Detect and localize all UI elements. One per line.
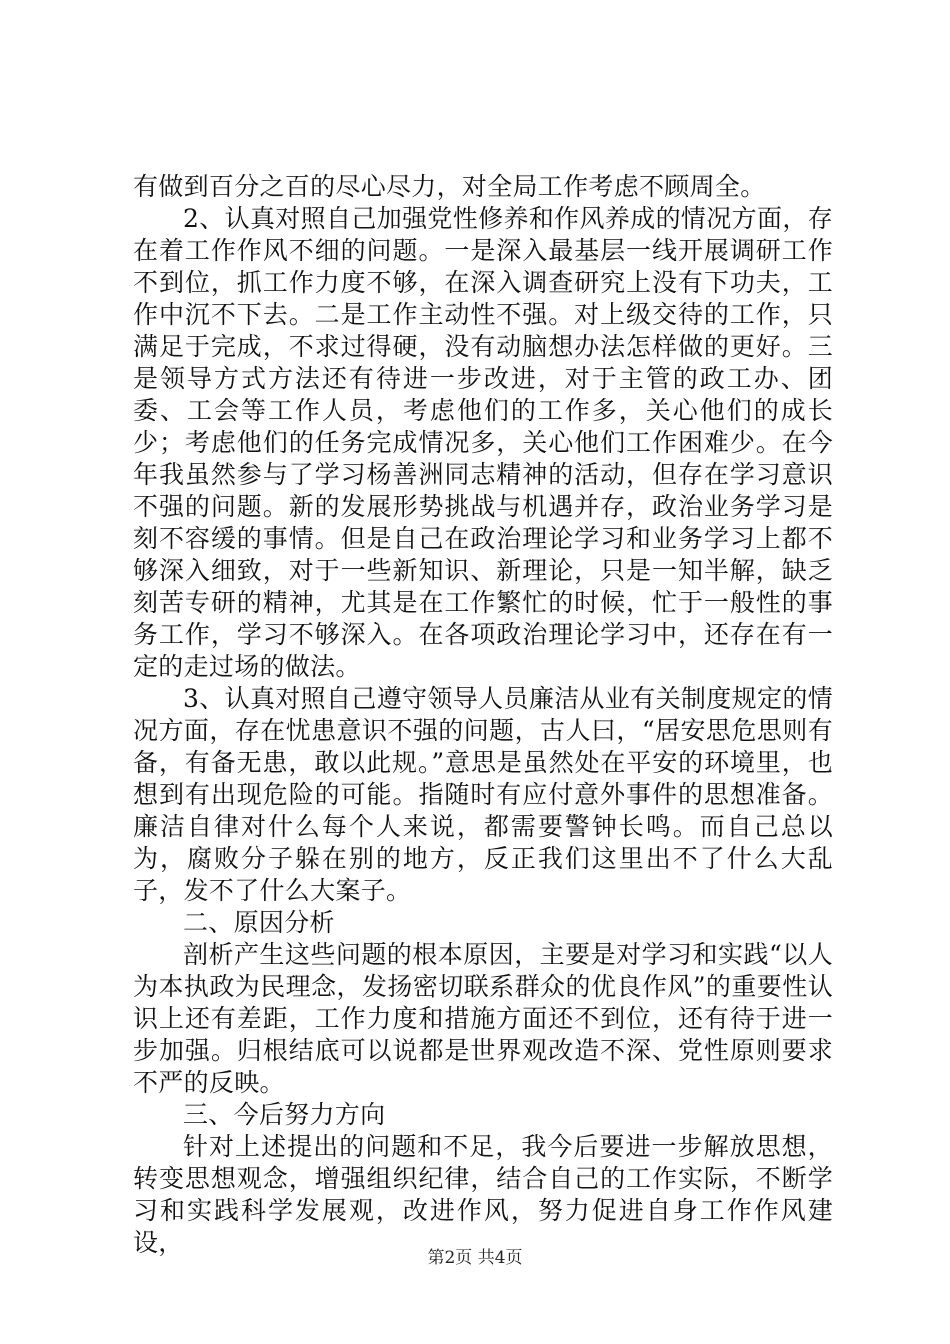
- section-heading-future-direction: 三、今后努力方向: [183, 1100, 386, 1129]
- document-body: [133, 171, 833, 1259]
- paragraph-future-direction: 针对上述提出的问题和不足，我今后要进一步解放思想，转变思想观念，增强组织纪律，结合自己的工作实际，不断学习和实践科学发展观，改进作风，努力促进自身工作作风建设，: [133, 1132, 833, 1257]
- paragraph-item-3: 3、认真对照自己遵守领导人员廉洁从业有关制度规定的情况方面，存在忧患意识不强的问题，古人曰，“居安思危思则有备，有备无患，敢以此规。”意思是虽然处在平安的环境里，也想到有出现危险的可能。指随时有应付意外事件的思想准备。廉洁自律对什么每个人来说，都需要警钟长鸣。而自己总以为，腐败分子躲在别的地方，反正我们这里出不了什么大乱子，发不了什么大案子。: [133, 684, 833, 905]
- paragraph-cause-analysis: 剖析产生这些问题的根本原因，主要是对学习和实践“以人为本执政为民理念，发扬密切联系群众的优良作风”的重要性认识上还有差距，工作力度和措施方面还不到位，还有待于进一步加强。归根结底可以说都是世界观改造不深、党性原则要求不严的反映。: [133, 940, 833, 1097]
- page-number-footer: 第2页 共4页: [427, 1248, 523, 1268]
- paragraph-item-2: 2、认真对照自己加强党性修养和作风养成的情况方面，存在着工作作风不细的问题。一是深入最基层一线开展调研工作不到位，抓工作力度不够，在深入调查研究上没有下功夫，工作中沉不下去。二是工作主动性不强。对上级交待的工作，只满足于完成，不求过得硬，没有动脑想办法怎样做的更好。三是领导方式方法还有待进一步改进，对于主管的政工办、团委、工会等工作人员，考虑他们的工作多，关心他们的成长少；考虑他们的任务完成情况多，关心他们工作困难少。在今年我虽然参与了学习杨善洲同志精神的活动，但存在学习意识不强的问题。新的发展形势挑战与机遇并存，政治业务学习是刻不容缓的事情。但是自己在政治理论学习和业务学习上都不够深入细致，对于一些新知识、新理论，只是一知半解，缺乏刻苦专研的精神，尤其是在工作繁忙的时候，忙于一般性的事务工作，学习不够深入。在各项政治理论学习中，还存在有一定的走过场的做法。: [133, 204, 833, 681]
- section-heading-cause-analysis: 二、原因分析: [183, 908, 335, 937]
- paragraph-continuation: 有做到百分之百的尽心尽力，对全局工作考虑不顾周全。: [133, 172, 766, 201]
